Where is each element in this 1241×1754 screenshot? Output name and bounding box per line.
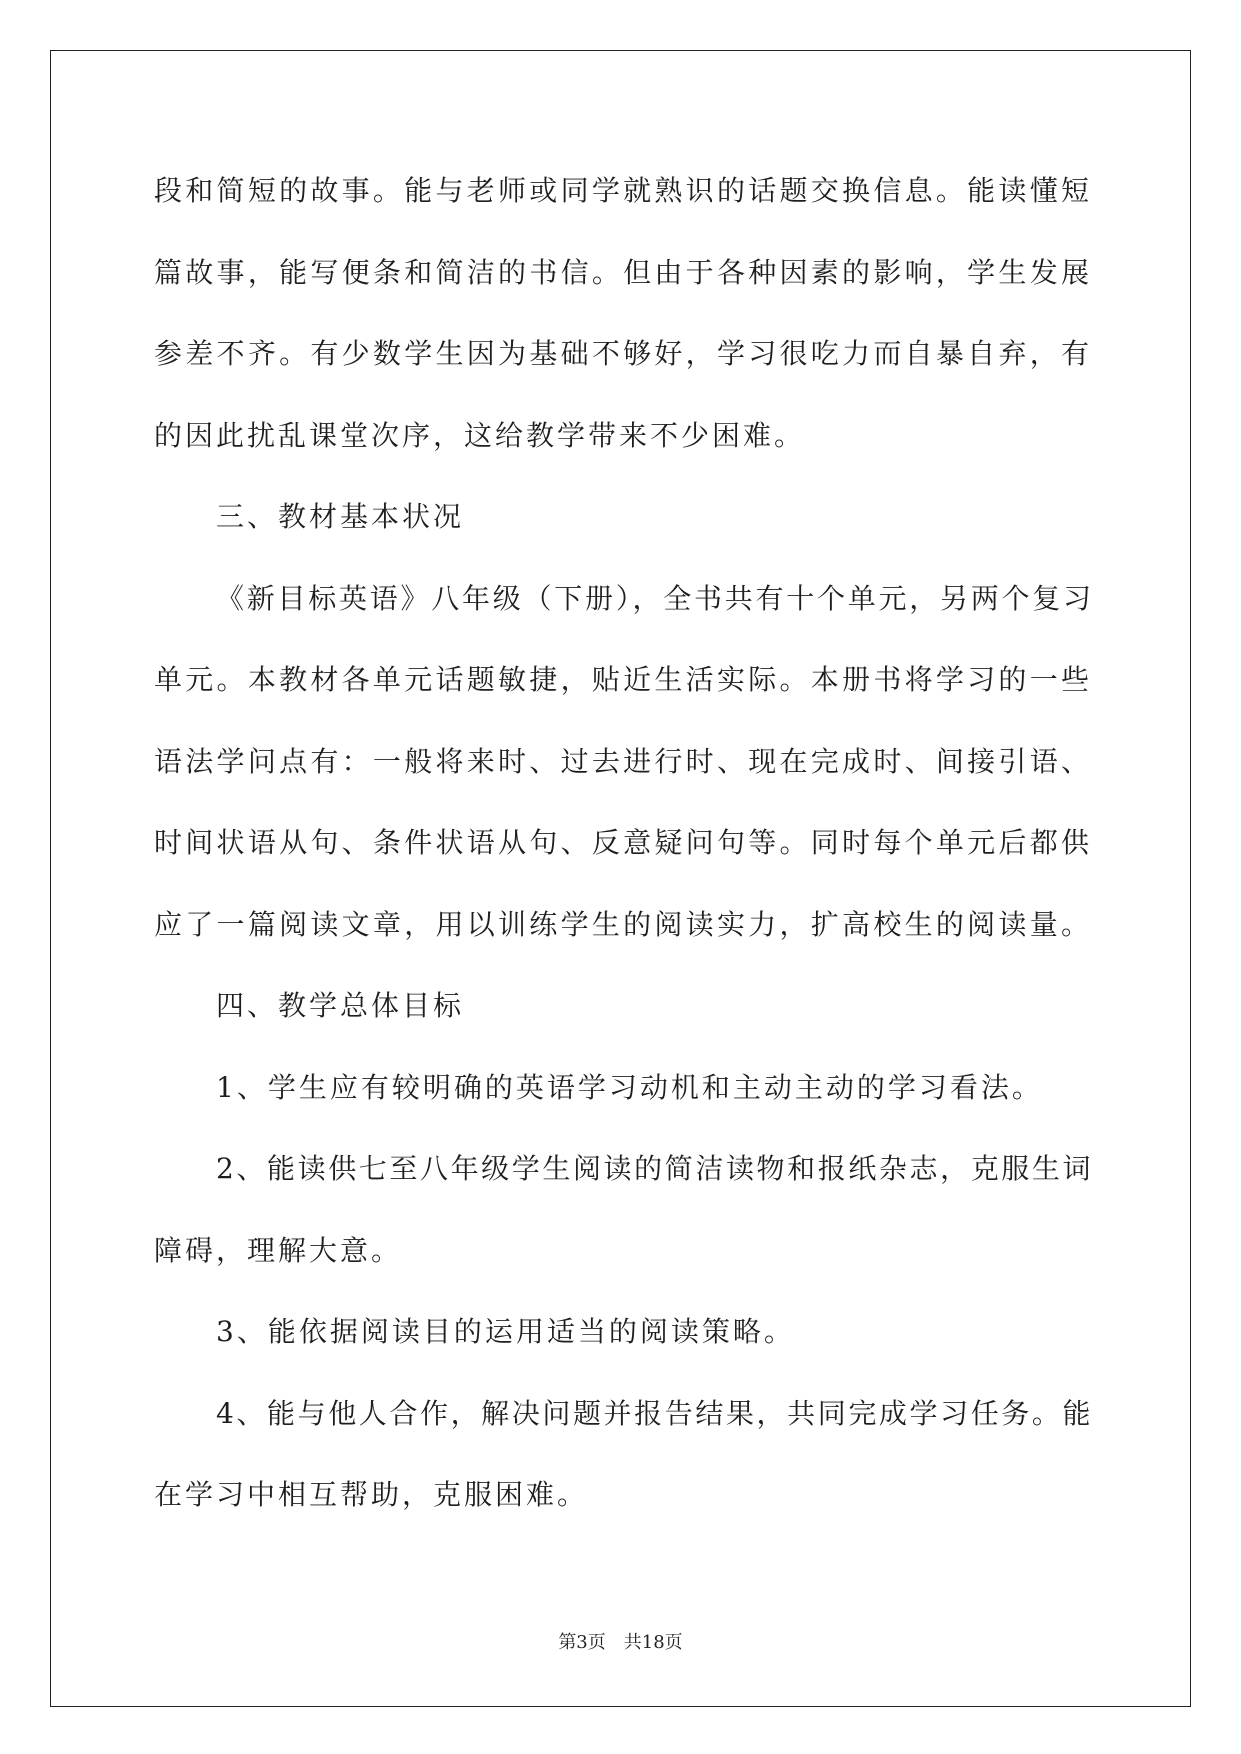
text-line: 单元。本教材各单元话题敏捷，贴近生活实际。本册书将学习的一些 bbox=[154, 663, 1092, 696]
document-body bbox=[154, 150, 1092, 1536]
text-line: 在学习中相互帮助，克服困难。 bbox=[154, 1478, 589, 1511]
text-line: 应了一篇阅读文章，用以训练学生的阅读实力，扩高校生的阅读量。 bbox=[154, 907, 1092, 941]
section-heading: 三、教材基本状况 bbox=[216, 500, 465, 533]
text-line: 时间状语从句、条件状语从句、反意疑问句等。同时每个单元后都供 bbox=[154, 826, 1092, 859]
text-line: 障碍，理解大意。 bbox=[154, 1233, 403, 1267]
text-line: 篇故事，能写便条和简洁的书信。但由于各种因素的影响，学生发展 bbox=[154, 255, 1092, 289]
section-heading: 四、教学总体目标 bbox=[216, 989, 465, 1022]
text-line: 语法学问点有：一般将来时、过去进行时、现在完成时、间接引语、 bbox=[154, 744, 1092, 778]
list-item: 4、能与他人合作，解决问题并报告结果，共同完成学习任务。能 bbox=[216, 1396, 1092, 1430]
text-line: 参差不齐。有少数学生因为基础不够好，学习很吃力而自暴自弃，有 bbox=[154, 337, 1092, 370]
page-number: 第3页 共18页 bbox=[558, 1632, 683, 1653]
text-line: 的因此扰乱课堂次序，这给教学带来不少困难。 bbox=[154, 418, 806, 452]
list-item: 3、能依据阅读目的运用适当的阅读策略。 bbox=[216, 1315, 795, 1348]
text-line: 段和简短的故事。能与老师或同学就熟识的话题交换信息。能读懂短 bbox=[154, 174, 1092, 207]
list-item: 1、学生应有较明确的英语学习动机和主动主动的学习看法。 bbox=[216, 1070, 1043, 1104]
text-line: 《新目标英语》八年级（下册），全书共有十个单元，另两个复习 bbox=[216, 581, 1092, 615]
list-item: 2、能读供七至八年级学生阅读的简洁读物和报纸杂志，克服生词 bbox=[216, 1152, 1092, 1185]
